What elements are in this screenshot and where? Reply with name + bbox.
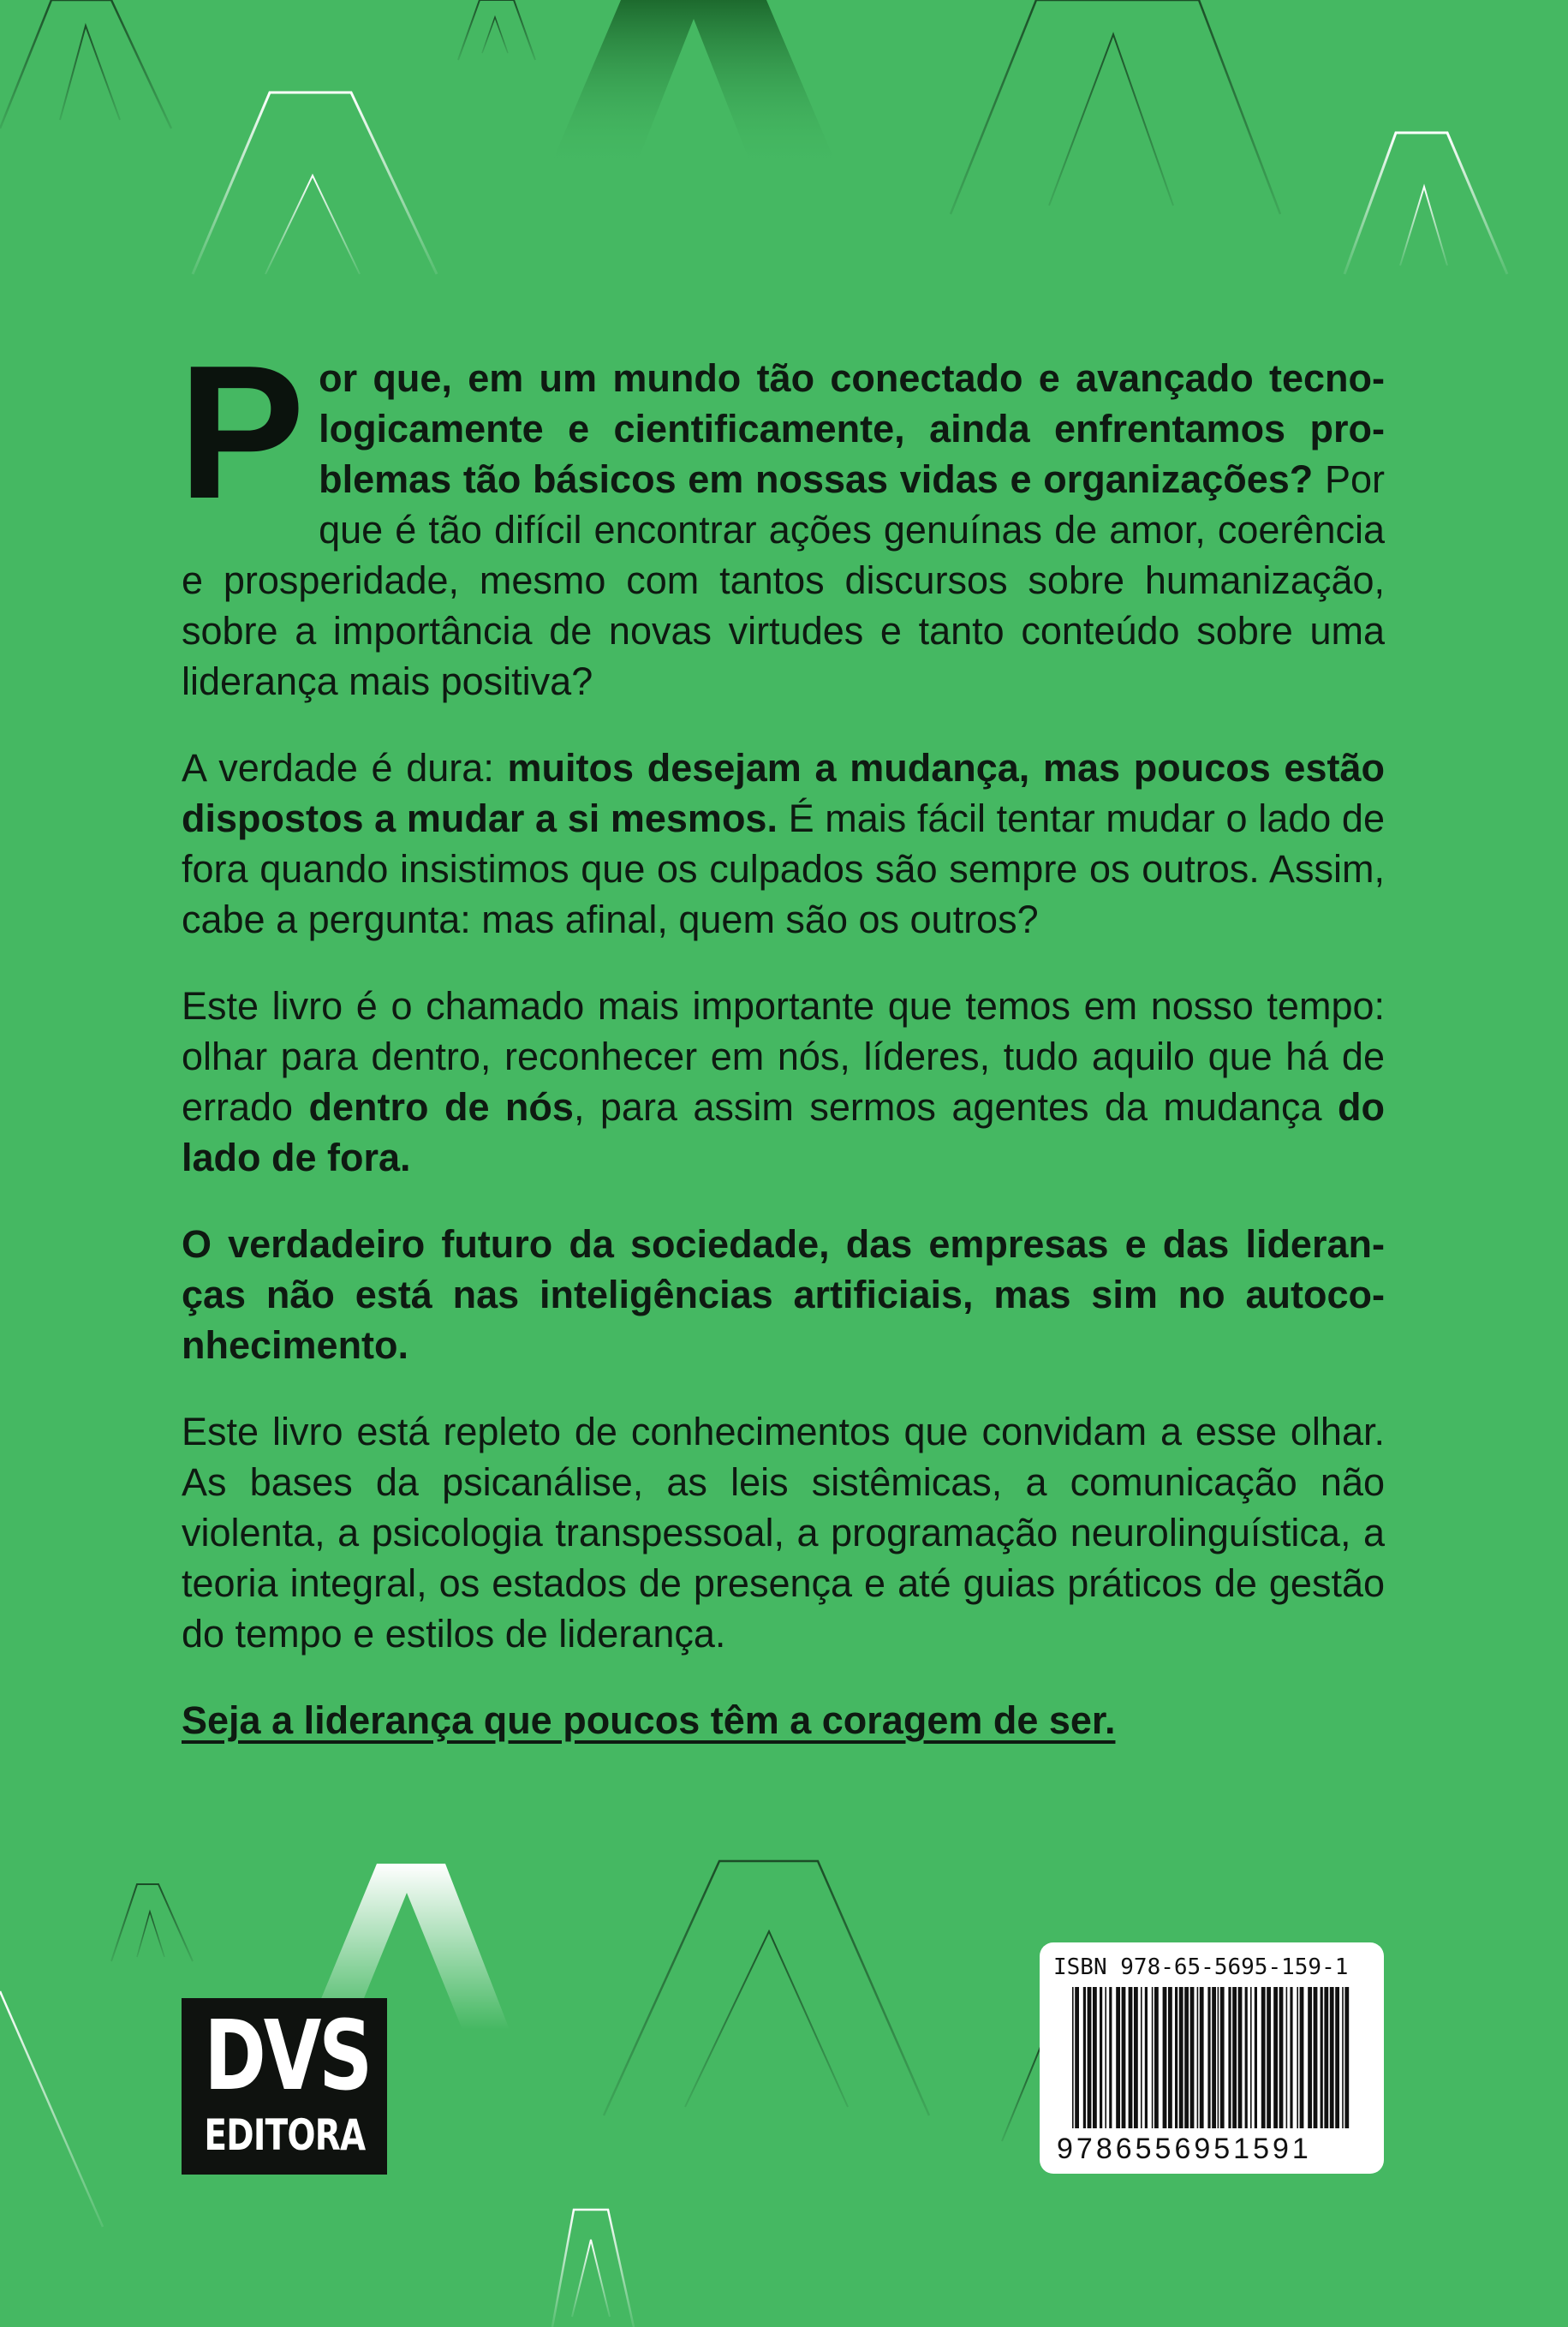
truth-lead: A verdade é dura: bbox=[182, 746, 508, 790]
barcode-bar bbox=[1286, 1987, 1288, 2128]
triangle-outline-decoration bbox=[604, 1861, 929, 2115]
barcode-bar bbox=[1100, 1987, 1102, 2128]
barcode-bar bbox=[1152, 1987, 1154, 2128]
barcode-bar bbox=[1200, 1987, 1204, 2128]
barcode-bar bbox=[1232, 1987, 1237, 2128]
barcode-bar bbox=[1141, 1987, 1142, 2128]
closing-tagline: Seja a liderança que poucos têm a coragem de ser. bbox=[182, 1698, 1116, 1742]
isbn-label: ISBN 978-65-5695-159-1 bbox=[1053, 1954, 1349, 1980]
triangle-outline-decoration bbox=[137, 1912, 164, 1957]
triangle-outline-decoration bbox=[458, 0, 535, 60]
triangle-outline-decoration bbox=[482, 17, 508, 53]
barcode-bar bbox=[1342, 1987, 1344, 2128]
barcode-bar bbox=[1308, 1987, 1312, 2128]
call-bold-inside: dentro de nós bbox=[308, 1085, 574, 1129]
barcode-bar bbox=[1261, 1987, 1266, 2128]
barcode-bar bbox=[1105, 1987, 1106, 2128]
triangle-outline-decoration bbox=[0, 0, 171, 128]
barcode-bar bbox=[1255, 1987, 1257, 2128]
triangle-outline-decoration bbox=[60, 26, 120, 120]
barcode-bar bbox=[1190, 1987, 1195, 2128]
barcode-bar bbox=[1072, 1987, 1074, 2128]
intro-question-rest: Por que é tão difícil encontrar ações genuínas de amor, coerência e prosperidade, mesmo com tantos discursos sobre humanização, sobre a importância de novas virtudes e tanto conteúdo sobre uma liderança mais positiva? bbox=[182, 457, 1385, 703]
barcode-bar bbox=[1109, 1987, 1112, 2128]
barcode-bar bbox=[1083, 1987, 1086, 2128]
back-cover-text bbox=[178, 326, 1385, 1781]
triangle-outline-decoration bbox=[1400, 187, 1447, 266]
logo-dvs: DVS bbox=[204, 2001, 371, 2112]
barcode-bar bbox=[1218, 1987, 1219, 2128]
barcode-bar bbox=[1290, 1987, 1292, 2128]
barcode-bar bbox=[1163, 1987, 1167, 2128]
barcode-bar bbox=[1197, 1987, 1199, 2128]
intro-question-bold: or que, em um mundo tão conectado e avançado tecnologicamente e cientificamente, ainda enfrentamos problemas tão básicos em nossas vidas e organizações? bbox=[319, 356, 1385, 501]
barcode-bar bbox=[1129, 1987, 1133, 2128]
contents-text: Este livro está repleto de conhecimentos que convidam a esse olhar. As bases da psicanálise, as leis sistêmicas, a comunicação não violenta, a psicologia transpessoal, a programação neurolinguística, a teoria integral, os estados de presença e até guias práticos de gestão do tempo e estilos de liderança. bbox=[182, 1410, 1385, 1656]
barcode-bar bbox=[1279, 1987, 1284, 2128]
chevron-solid-decoration bbox=[548, 0, 839, 171]
barcode-bar bbox=[1300, 1987, 1304, 2128]
barcode-bar bbox=[1093, 1987, 1097, 2128]
paragraph-truth bbox=[182, 743, 1385, 945]
barcode-bar bbox=[1228, 1987, 1231, 2128]
barcode-bar bbox=[1184, 1987, 1189, 2128]
barcode-bar bbox=[1330, 1987, 1334, 2128]
barcode-bar bbox=[1314, 1987, 1318, 2128]
barcode-bar bbox=[1344, 1987, 1349, 2128]
triangle-outline-decoration bbox=[572, 2240, 610, 2317]
barcode-bar bbox=[1075, 1987, 1079, 2128]
barcode-bar bbox=[1116, 1987, 1120, 2128]
barcode-bar bbox=[1175, 1987, 1177, 2128]
barcode-bar bbox=[1324, 1987, 1328, 2128]
barcode-bar bbox=[1273, 1987, 1278, 2128]
future-bold: O verdadeiro futuro da sociedade, das empresas e das lideranças não está nas inteligências artificiais, mas sim no autoconhecimento. bbox=[182, 1222, 1385, 1367]
barcode-bar bbox=[1207, 1987, 1210, 2128]
call-lead: Este livro é o chamado mais importante que temos em nosso tempo: olhar para dentro, reconhecer em nós, líderes, tudo aquilo que há de errado bbox=[182, 984, 1385, 1129]
paragraph-contents bbox=[182, 1406, 1385, 1659]
paragraph-call bbox=[182, 981, 1385, 1183]
barcode-bars bbox=[1072, 1987, 1355, 2133]
triangle-outline-decoration bbox=[193, 92, 437, 274]
barcode-bar bbox=[1145, 1987, 1148, 2128]
barcode-bar bbox=[1154, 1987, 1159, 2128]
call-mid: , para assim sermos agentes da mudança bbox=[573, 1085, 1338, 1129]
barcode-bar bbox=[1250, 1987, 1252, 2128]
barcode-bar bbox=[1321, 1987, 1323, 2128]
triangle-outline-decoration bbox=[951, 0, 1280, 214]
paragraph-intro bbox=[178, 326, 1385, 707]
barcode-bar bbox=[1168, 1987, 1172, 2128]
triangle-outline-decoration bbox=[111, 1884, 193, 1961]
truth-bold: muitos desejam a mudança, mas poucos estão dispostos a mudar a si mesmos. bbox=[182, 746, 1385, 840]
triangle-outline-decoration bbox=[685, 1931, 848, 2107]
triangle-outline-decoration bbox=[1002, 2047, 1040, 2141]
triangle-outline-decoration bbox=[1344, 133, 1507, 274]
barcode-bar bbox=[1122, 1987, 1126, 2128]
barcode-bar bbox=[1238, 1987, 1243, 2128]
barcode-bar bbox=[1088, 1987, 1092, 2128]
triangle-outline-decoration bbox=[265, 176, 360, 274]
paragraph-future bbox=[182, 1219, 1385, 1370]
publisher-logo bbox=[182, 1998, 387, 2175]
barcode-bar bbox=[1220, 1987, 1225, 2128]
barcode-bar bbox=[1335, 1987, 1339, 2128]
barcode-bar bbox=[1297, 1987, 1298, 2128]
logo-editora: EDITORA bbox=[204, 2110, 366, 2160]
triangle-outline-decoration bbox=[0, 1991, 103, 2227]
triangle-outline-decoration bbox=[552, 2210, 634, 2327]
barcode-bar bbox=[1179, 1987, 1183, 2128]
drop-cap: P bbox=[178, 326, 306, 539]
call-bold-outside: do lado de fora. bbox=[182, 1085, 1385, 1179]
triangle-outline-decoration bbox=[1049, 34, 1173, 206]
truth-rest: É mais fácil tentar mudar o lado de fora quando insistimos que os culpados são sempre os outros. Assim, cabe a pergunta: mas afinal, quem são os outros? bbox=[182, 797, 1385, 941]
barcode-bar bbox=[1134, 1987, 1138, 2128]
barcode-bar bbox=[1212, 1987, 1216, 2128]
paragraph-closing bbox=[182, 1695, 1385, 1745]
barcode-digits: 9786556951591 bbox=[1057, 2133, 1312, 2165]
barcode-bar bbox=[1245, 1987, 1248, 2128]
isbn-barcode bbox=[1040, 1942, 1384, 2174]
barcode-bar bbox=[1267, 1987, 1271, 2128]
